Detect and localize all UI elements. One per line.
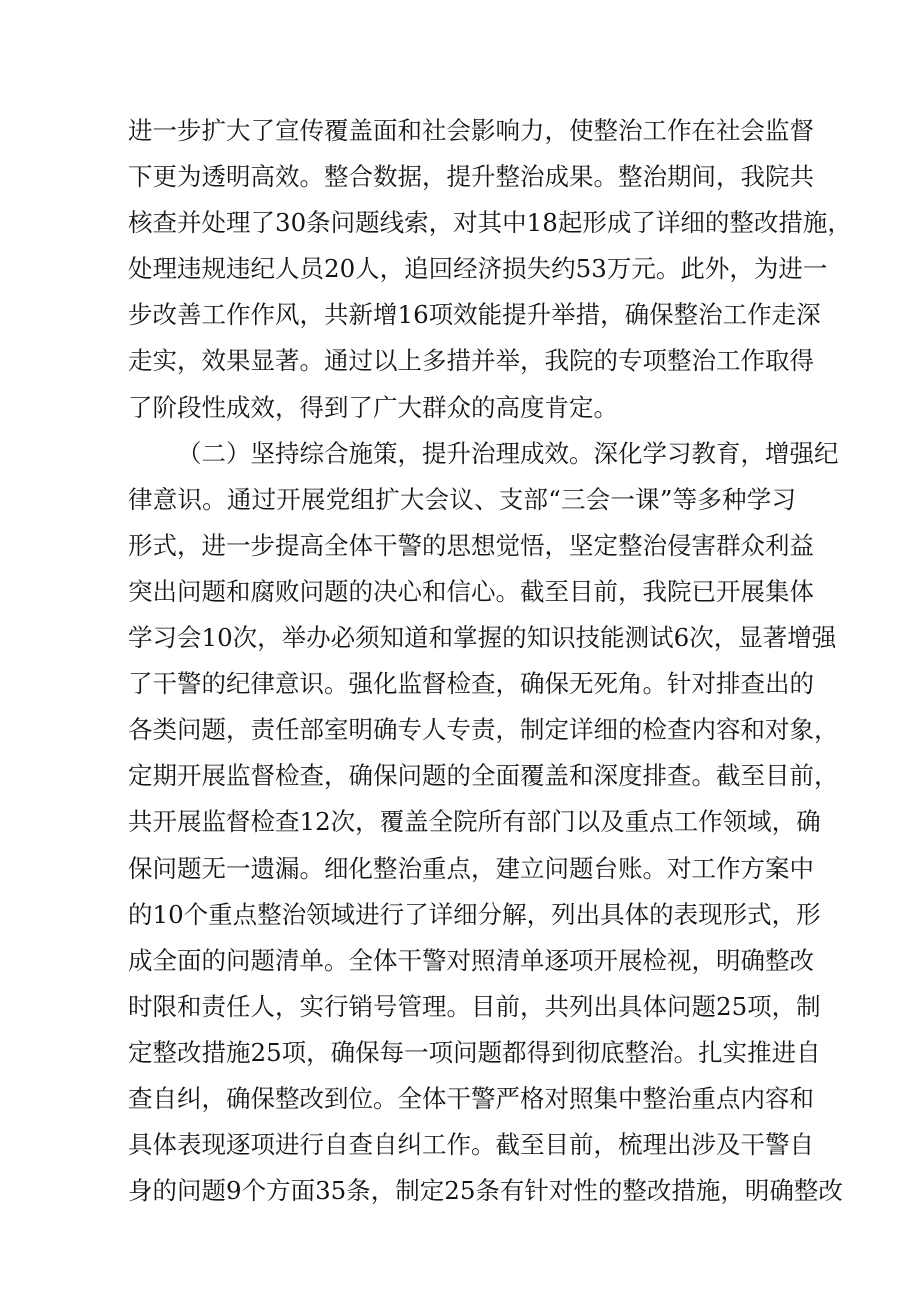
text-line: 核查并处理了30条问题线索，对其中18起形成了详细的整改措施， <box>128 208 852 238</box>
text-line: 学习会10次，举办必须知道和掌握的知识技能测试6次，显著增强 <box>128 623 837 653</box>
paragraph-end-line: 了阶段性成效，得到了广大群众的高度肯定。 <box>128 392 618 422</box>
text-line: 走实，效果显著。通过以上多措并举，我院的专项整治工作取得 <box>128 346 814 376</box>
text-line: 身的问题9个方面35条，制定25条有针对性的整改措施，明确整改 <box>128 1176 843 1206</box>
text-line: 定期开展监督检查，确保问题的全面覆盖和深度排查。截至目前， <box>128 761 839 791</box>
text-line: 成全面的问题清单。全体干警对照清单逐项开展检视，明确整改 <box>128 945 814 975</box>
text-line: 形式，进一步提高全体干警的思想觉悟，坚定整治侵害群众利益 <box>128 530 814 560</box>
text-line: 查自纠，确保整改到位。全体干警严格对照集中整治重点内容和 <box>128 1083 814 1113</box>
text-line: 各类问题，责任部室明确专人专责，制定详细的检查内容和对象， <box>128 715 839 745</box>
text-line: 处理违规违纪人员20人，追回经济损失约53万元。此外，为进一 <box>128 254 828 284</box>
text-line: 下更为透明高效。整合数据，提升整治成果。整治期间，我院共 <box>128 162 814 192</box>
text-line: 突出问题和腐败问题的决心和信心。截至目前，我院已开展集体 <box>128 576 814 606</box>
text-line: 律意识。通过开展党组扩大会议、支部“三会一课”等多种学习 <box>128 484 796 514</box>
body-text <box>128 108 852 1214</box>
text-line: 进一步扩大了宣传覆盖面和社会影响力，使整治工作在社会监督 <box>128 116 814 145</box>
text-line: 保问题无一遗漏。细化整治重点，建立问题台账。对工作方案中 <box>128 853 814 883</box>
text-line: 的10个重点整治领域进行了详细分解，列出具体的表现形式，形 <box>128 899 821 929</box>
text-line: 时限和责任人，实行销号管理。目前，共列出具体问题25项，制 <box>128 991 821 1021</box>
text-line: 了干警的纪律意识。强化监督检查，确保无死角。针对排查出的 <box>128 669 814 699</box>
text-line: 共开展监督检查12次，覆盖全院所有部门以及重点工作领域，确 <box>128 807 821 837</box>
section-heading-line: （二）坚持综合施策，提升治理成效。深化学习教育，增强纪 <box>177 438 839 468</box>
text-line: 步改善工作作风，共新增16项效能提升举措，确保整治工作走深 <box>128 300 821 330</box>
text-line: 具体表现逐项进行自查自纠工作。截至目前，梳理出涉及干警自 <box>128 1130 814 1160</box>
text-line: 定整改措施25项，确保每一项问题都得到彻底整治。扎实推进自 <box>128 1037 821 1067</box>
